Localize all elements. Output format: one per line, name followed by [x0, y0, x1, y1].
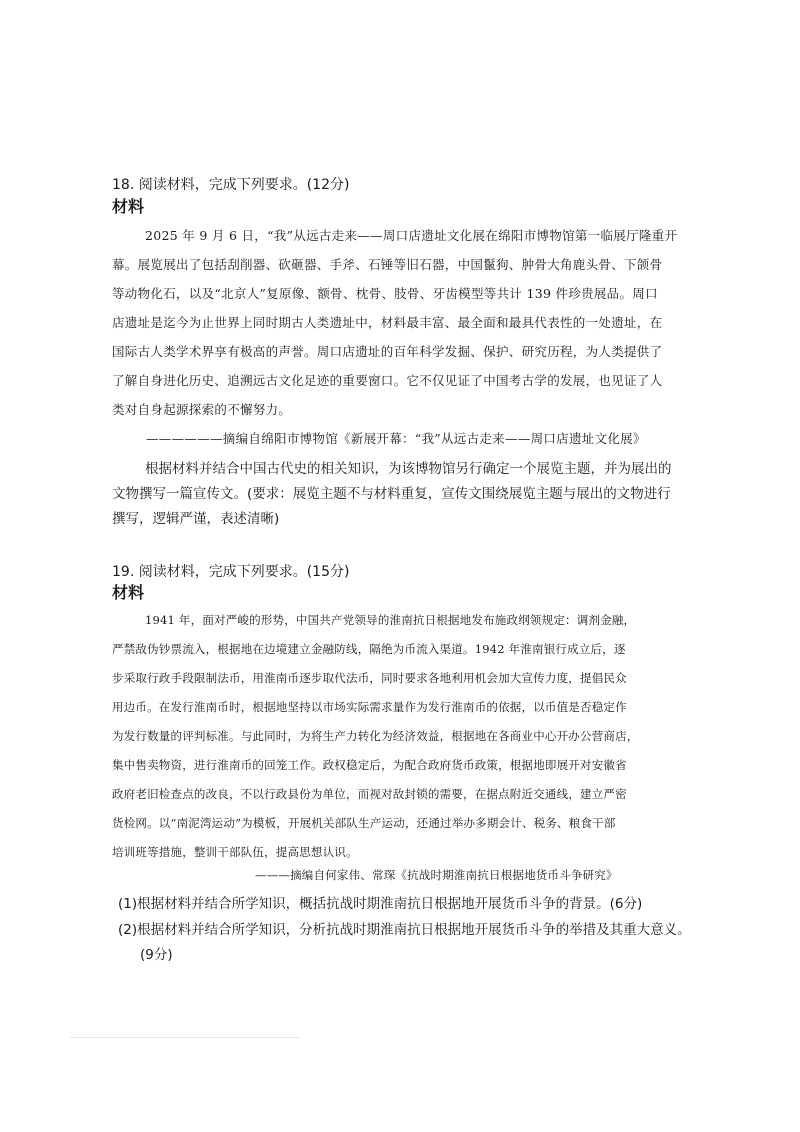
q19-subquestion-2: (2)根据材料并结合所学知识，分析抗战时期淮南抗日根据地开展货币斗争的举措及其重大意义。	[118, 922, 691, 938]
q19-source-citation: ———摘编自何家伟、常琛《抗战时期淮南抗日根据地货币斗争研究》	[255, 868, 618, 882]
question-18-title: 18. 阅读材料，完成下列要求。(12分)	[112, 177, 350, 193]
q19-paragraph-line: 步采取行政手段限制法币，用淮南币逐步取代法币，同时要求各地利用机会加大宣传力度，提倡民众	[112, 671, 627, 685]
q18-paragraph-line: 了解自身进化历史、追溯远古文化足迹的重要窗口。它不仅见证了中国考古学的发展，也见证了人	[112, 373, 663, 388]
question-19-material-label: 材料	[112, 583, 145, 602]
q18-paragraph-line: 等动物化石，以及“北京人”复原像、额骨、枕骨、肢骨、牙齿模型等共计 139 件珍贵展品。周口	[112, 286, 658, 301]
q19-paragraph-line: 货检网。以“南泥湾运动”为模板，开展机关部队生产运动，还通过举办多期会计、税务、粮食干部	[112, 816, 616, 830]
q18-paragraph-line: 类对自身起源探索的不懈努力。	[112, 402, 292, 417]
q19-subquestion-1: (1)根据材料并结合所学知识，概括抗战时期淮南抗日根据地开展货币斗争的背景。(6分)	[118, 896, 643, 912]
q19-paragraph-line: 1941 年，面对严峻的形势，中国共产党领导的淮南抗日根据地发布施政纲领规定：调剂金融，	[145, 613, 636, 627]
q18-task-line: 文物撰写一篇宣传文。(要求：展览主题不与材料重复，宣传文围绕展览主题与展出的文物进行	[112, 486, 671, 502]
q18-paragraph-line: 店遗址是迄今为止世界上同时期古人类遗址中，材料最丰富、最全面和最具代表性的一处遗址，在	[112, 315, 663, 330]
faint-divider-line	[70, 1037, 300, 1038]
question-18-material-label: 材料	[112, 197, 145, 216]
q19-paragraph-line: 用边币。在发行淮南币时，根据地坚持以市场实际需求量作为发行淮南币的依据，以币值是否稳定作	[112, 700, 627, 714]
q19-subquestion-2-score: (9分)	[140, 947, 173, 963]
q18-paragraph-line: 2025 年 9 月 6 日，“我”从远古走来——周口店遗址文化展在绵阳市博物馆第一临展厅隆重开	[145, 228, 678, 243]
q18-paragraph-line: 国际古人类学术界享有极高的声誉。周口店遗址的百年科学发掘、保护、研究历程，为人类提供了	[112, 344, 663, 359]
q19-paragraph-line: 严禁敌伪钞票流入，根据地在边境建立金融防线，隔绝为币流入渠道。1942 年淮南银行成立后，逐	[112, 642, 626, 656]
q18-task-line: 根据材料并结合中国古代史的相关知识，为该博物馆另行确定一个展览主题，并为展出的	[145, 461, 672, 477]
q18-paragraph-line: 幕。展览展出了包括刮削器、砍砸器、手斧、石锤等旧石器，中国鬣狗、肿骨大角鹿头骨、下颌骨	[112, 257, 663, 272]
q18-source-citation: ——————摘编自绵阳市博物馆《新展开幕：“我”从远古走来——周口店遗址文化展》	[146, 431, 646, 446]
q18-task-line: 撰写，逻辑严谨，表述清晰)	[112, 511, 280, 527]
q19-paragraph-line: 培训班等措施，整训干部队伍，提高思想认识。	[112, 845, 358, 859]
q19-paragraph-line: 集中售卖物资，进行淮南币的回笼工作。政权稳定后，为配合政府货币政策，根据地即展开对安徽省	[112, 758, 627, 772]
question-19-title: 19. 阅读材料，完成下列要求。(15分)	[112, 564, 350, 580]
q19-paragraph-line: 为发行数量的评判标准。与此同时，为将生产力转化为经济效益，根据地在各商业中心开办公营商店，	[112, 729, 639, 743]
q19-paragraph-line: 政府老旧检查点的改良，不以行政县份为单位，而视对敌封锁的需要，在据点附近交通线，建立严密	[112, 787, 627, 801]
